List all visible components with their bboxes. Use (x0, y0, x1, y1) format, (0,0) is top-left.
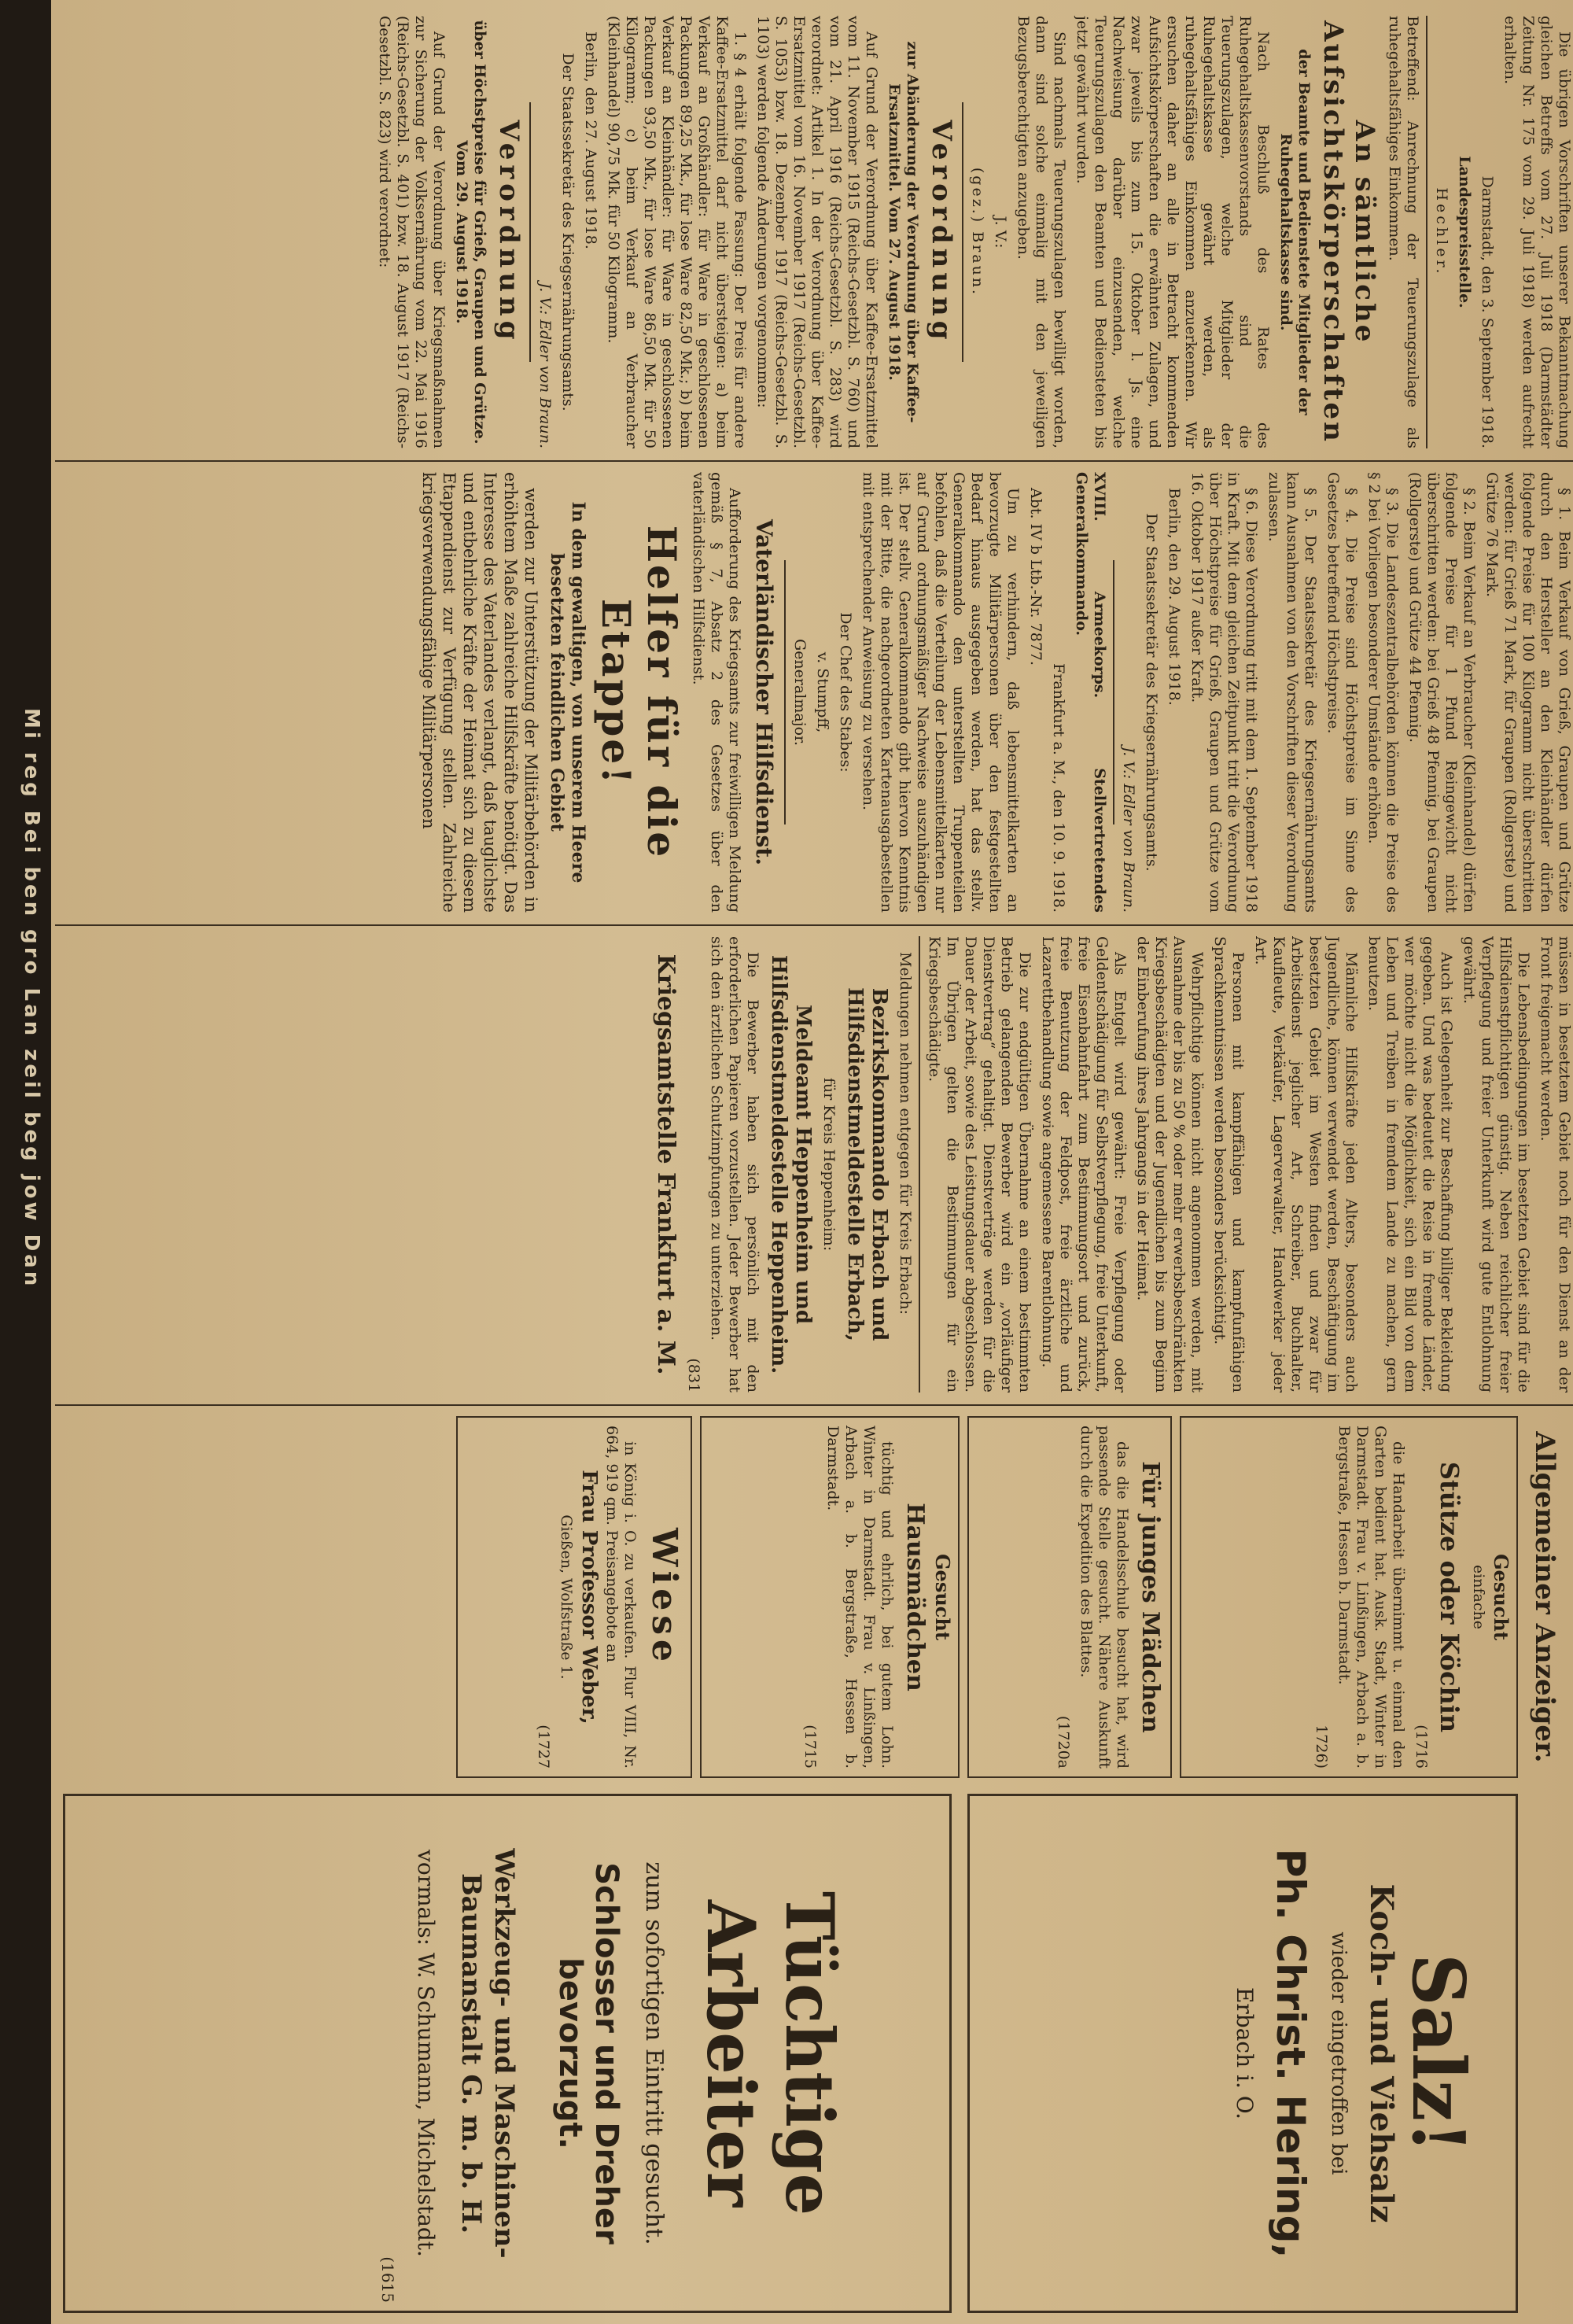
helfer-cont-8: Die zur endgültigen Übernahme an einem bestimmten Betrieb gelangenden Bewerber wird ein „vorläufiger Dienstvertrag“ gehaltigt. Dienstverträge werden für die Dauer der Arbeit, sowie des Leistungsdauer abgeschlossen. Im Übrigen gelten die Bestimmungen für ein Kriegsbeschädigte. (926, 936, 1033, 1393)
ad-arbeiter-vormals: vormals: W. Schumann, Michelstadt. (413, 1850, 439, 2257)
ad-wiese-title: Wiese (644, 1527, 684, 1667)
neighbor-page-fragment: Mi reg Bei ben gro Lan zeil beg jow Dan (20, 708, 43, 1289)
ad-hm-gesucht: Gesucht (931, 1554, 954, 1640)
divider (1426, 16, 1427, 448)
ad-stuetze (1180, 1416, 1518, 1778)
ad-arbeiter-sub2: Schlosser und Dreher bevorzugt. (552, 1862, 624, 2245)
ad-salz (967, 1794, 1518, 2313)
melde-kreis: für Kreis Heppenheim: (820, 1077, 838, 1252)
helfer-cont-2: Die Lebensbedingungen im besetzten Gebiet sind für die Hilfsdienstpflichtigen günstig. Neben reichlicher freier Verpflegung und freier Unterkunft wird gute Entlohnung gewährt. (1461, 936, 1532, 1393)
grieß-para-5: § 5. Der Staatssekretär des Kriegsernährungsamts kann Ausnahmen von den Vorschriften dieser Verordnung zulassen. (1265, 472, 1319, 913)
grieß-para-6: § 6. Diese Verordnung tritt mit dem 1. September 1918 in Kraft. Mit dem gleichen Zeitpunkt tritt die Verordnung über Höchstpreise für Grieß, Graupen und Grütze vom 16. Oktober 1917 außer Kraft. (1188, 472, 1260, 913)
ad-hm-title: Hausmädchen (901, 1503, 929, 1691)
gk-ref: Abt. IV b Ltb.-Nr. 7877. (1027, 488, 1044, 666)
verordnung-office: Der Staatssekretär des Kriegsernährungsamts. (559, 53, 577, 411)
ad-stuetze-title: Stütze oder Köchin (1435, 1461, 1464, 1733)
helfer-cont-5: Personen mit kampffähigen und kampfunfähigen Sprachkenntnissen werden besonders berücksichtigt. (1211, 936, 1247, 1393)
ad-salz-sub2: wieder eingetroffen bei (1327, 1931, 1350, 2175)
grieß-para-2: § 2. Beim Verkauf an Verbraucher (Kleinhandel) dürfen folgende Preise für 1 Pfund Reingewicht nicht überschritten werden: bei Grieß 48 Pfennig, bei Graupen (Rollgerste) und Grütze 44 Pfennig. (1406, 472, 1478, 913)
anzeiger-title: Allgemeiner Anzeiger. (1529, 1431, 1560, 1763)
ad-maedchen-title: Für junges Mädchen (1136, 1461, 1164, 1733)
divider (1113, 560, 1114, 824)
column-2 (55, 472, 1573, 913)
verordnung-signer: J. V.: Edler von Braun. (536, 282, 554, 448)
melde-erbach: Bezirkskommando Erbach und Hilfsdienstmeldestelle Erbach, (843, 987, 891, 1341)
verordnung2-body: Auf Grund der Verordnung über Kriegsmaßnahmen zur Sicherung der Volksernährung vom 22. Mai 1916 (Reichs-Gesetzbl. S. 401) bzw. 18. August 1917 (Reichs-Gesetzbl. S. 823) wird verordnet: (376, 16, 448, 448)
verordnung-title: Verordnung (926, 120, 957, 345)
ad-maedchen-num: (1720a (1055, 1715, 1072, 1769)
verordnung-list: 1. § 4 erhält folgende Fassung: Der Preis für andere Kaffee-Ersatzmittel darf nicht übersteigen: a) beim Verkauf an Großhändler: für Ware in geschlossenen Packungen 89,25 Mk., für lose Ware 82,50 Mk.; b) beim Verkauf an Kleinhändler: für Ware in geschlossenen Packungen 93,50 Mk., für lose Ware 86,50 Mk. für 50 Kilogramm; c) beim Verkauf an Verbraucher (Kleinhandel) 90,75 Mk. für 50 Kilogramm. (605, 16, 749, 448)
ad-stuetze-num2: 1726) (1313, 1725, 1330, 1769)
ad-arbeiter-num: (1615 (378, 2256, 397, 2303)
column-rule (55, 460, 1573, 462)
column-rule (55, 1404, 1573, 1406)
helfer-subtitle: In dem gewaltigen, von unserem Heere besetzten feindlichen Gebiet (547, 501, 588, 883)
helfer-cont-7: Als Entgelt wird gewährt: Freie Verpflegung oder Geldentschädigung für Selbstverpflegung, freie Unterkunft, freie Eisenbahnfahrt zum Bestimmungsort und zurück, freie Benutzung der Feldpost, freie ärztliche und Lazarettbehandlung sowie angemessene Barentlohnung. (1039, 936, 1129, 1393)
gk-heading: XVIII. Armeekorps. Stellvertretendes Generalkommando. (1073, 472, 1108, 913)
signer-name: Hechler. (1433, 187, 1450, 277)
divider (919, 936, 920, 1393)
melde-number: (831 (685, 1358, 702, 1393)
ad-maedchen-body: das die Handelsschule besucht hat, wird passende Stelle gesucht. Nähere Auskunft durch die Expedition des Blattes. (1078, 1426, 1131, 1769)
ad-hm-body: tüchtig und ehrlich, bei gutem Lohn. Winter in Darmstadt. Frau v. Linßingen, Arbach a. b. Bergstraße, Hessen b. Darmstadt. (824, 1426, 896, 1769)
divider (962, 102, 963, 362)
ad-wiese-addr: Gießen, Wolfstraße 1. (558, 1514, 575, 1680)
place-date: Darmstadt, den 3. September 1918. (1479, 175, 1496, 448)
gk-sign-2: v. Stumpff, (814, 651, 831, 733)
column-1 (55, 16, 1573, 448)
ad-arbeiter-title: Tüchtige Arbeiter (692, 1891, 849, 2216)
grieß-office: Der Staatssekretär des Kriegsernährungsamts. (1143, 513, 1160, 872)
divider (529, 102, 531, 362)
subheading-aufsicht: der Beamte und Bedienstete Mitglieder der Ruhegehaltskasse sind. (1277, 49, 1313, 415)
grieß-para-4: § 4. Die Preise sind Höchstpreise im Sinne des Gesetzes betreffend Höchstpreise. (1324, 472, 1360, 913)
office-name: Landespreisstelle. (1456, 156, 1473, 308)
gk-body: Um zu verhindern, daß lebensmittelkarten an bevorzugte Militärpersonen über den festgestellten Bedarf hinaus ausgegeben werden, hat das stellv. Generalkommando den unterstellten Truppenteilen befohlen, daß die Verteilung der Lebensmittelkarten nur auf Grund ordnungsmäßiger Nachweise auszuhändigen ist. Der stellv. Generalkommando gibt hiervon Kenntnis mit der Bitte, die nachgeordneten Kartenausgabestellen mit entsprechender Anweisung zu versehen. (860, 472, 1022, 913)
column-rule (55, 924, 1573, 926)
ad-hm-num: (1715 (801, 1725, 819, 1769)
gk-sign-1: Der Chef des Stabes: (837, 612, 854, 773)
helfer-cont-1: müssen in besetztem Gebiet noch für den Dienst an der Front freigemacht werden. (1538, 936, 1573, 1393)
verordnung-end: Berlin, den 27. August 1918. (582, 31, 599, 249)
ad-stuetze-gesucht: Gesucht (1490, 1554, 1512, 1640)
ad-stuetze-body: die Handarbeit übernimmt u. einmal den Garten bedient hat. Ausk. Stadt, Winter in Darmstadt. Frau v. Linßingen, Arbach a. b. Bergstraße, Hessen b. Darmstadt. (1335, 1426, 1407, 1769)
intro-text: Die übrigen Vorschriften unserer Bekanntmachung gleichen Betreffs vom 27. Juli 1918 (Darmstädter Zeitung Nr. 175 vom 29. Juli 1918) werden aufrecht erhalten. (1501, 16, 1573, 448)
helfer-cont-4: Männliche Hilfskräfte jeden Alters, besonders auch Jugendliche, können verwendet werden, Beschäftigung im besetzten Gebiet im Westen finden und zwar für Arbeitsdienst jeglicher Art, Schreiber, Buchhalter, Kaufleute, Verkäufer, Lagerverwalter, Handwerker jeder Art. (1252, 936, 1360, 1393)
helfer-headline: Helfer für die Etappe! (593, 525, 685, 860)
verordnung-body: Auf Grund der Verordnung über Kaffee-Ersatzmittel vom 11. November 1915 (Reichs-Gesetzbl. S. 760) und vom 21. April 1916 (Reichs-Gesetzbl. S. 283) wird verordnet: Artikel 1. In der Verordnung über Kaffee-Ersatzmittel vom 16. November 1917 (Reichs-Gesetzbl. S. 1053) bzw. 18. Dezember 1917 (Reichs-Gesetzbl. S. 1103) werden folgende Änderungen vorgenommen: (754, 16, 880, 448)
ad-wiese-name: Frau Professor Weber, (577, 1470, 601, 1725)
hilfsdienst-body: Aufforderung des Kriegsamts zur freiwilligen Meldung gemäß § 7, Absatz 2 des Gesetzes über den vaterländischen Hilfsdienst. (690, 472, 743, 913)
ad-stuetze-einfache: einfache (1470, 1564, 1487, 1630)
helfer-body: werden zur Unterstützung der Militärbehörden in erhöhtem Maße zahlreiche Hilfskräfte benötigt. Das Interesse des Vaterlandes verlangt, daß tauglichste und entbehrliche Kräfte der Heimat sich zu diesem Etappendienst zur Verfügung stellen. Zahlreiche kriegsverwendungsfähige Militärpersonen (419, 472, 540, 913)
verordnung-subtitle: zur Abänderung der Verordnung über Kaffee-Ersatzmittel. Vom 27. August 1918. (886, 41, 921, 423)
helfer-cont-3: Auch ist Gelegenheit zur Beschaffung billiger Bekleidung gegeben. Und was bedeutet die Reise in fremde Länder, wer möchte nicht die Möglichkeit, sich ein Bild von dem Leben und Treiben in fremdem Lande zu machen, gern benutzen. (1365, 936, 1455, 1393)
ad-arbeiter-firm: Werkzeug- und Maschinen-Baumanstalt G. m. b. H. (455, 1848, 520, 2259)
grieß-signer: J. V.: Edler von Braun. (1120, 747, 1137, 913)
gk-sign-3: Generalmajor. (791, 638, 809, 747)
ad-salz-firm: Ph. Christ. Hering, (1268, 1848, 1313, 2259)
divider (784, 560, 786, 824)
helfer-cont-6: Wehrpflichtige können nicht angenommen werden, mit Ausnahme der bis zu 50 % oder mehr erwerbsbeschränkten Kriegsbeschädigten und der Jugendlichen bis zum Beginn der Einberufung ihres Jahrgangs in der Heimat. (1134, 936, 1206, 1393)
ad-wiese (456, 1416, 692, 1778)
melde-body: Die Bewerber haben sich persönlich mit den erforderlichen Papieren vorzustellen. Jeder Bewerber hat sich den ärztlichen Schutzimpfungen zu unterziehen. (708, 936, 761, 1393)
sign-label: J. V.: (992, 216, 1009, 249)
grieß-date: Berlin, den 29. August 1918. (1166, 488, 1183, 706)
ad-wiese-num: (1727 (535, 1725, 552, 1769)
column-3 (55, 936, 1573, 1393)
melde-intro: Meldungen nehmen entgegen für Kreis Erbach: (897, 952, 914, 1315)
gk-date: Frankfurt a. M., den 10. 9. 1918. (1050, 663, 1067, 913)
hilfsdienst-title: Vaterländischer Hilfsdienst. (751, 518, 777, 865)
aufsicht-body-2: Sind nachmals Teuerungszulagen bewilligt worden, dann sind solche einmalig mit den jeweiligen Bezugsberechtigten anzugeben. (1015, 16, 1068, 448)
heading-aufsicht: An sämtliche Aufsichtskörperschaften (1317, 20, 1380, 444)
ad-stuetze-num: (1716 (1413, 1725, 1430, 1769)
grieß-para-1: § 1. Beim Verkauf von Grieß, Graupen und Grütze durch den Hersteller an den Kleinhändler dürfen folgende Preise für 100 Kilogramm nicht überschritten werden: für Grieß 71 Mark, für Graupen (Rollgerste) und Grütze 76 Mark. (1483, 472, 1573, 913)
ad-maedchen (967, 1416, 1172, 1778)
verordnung2-subtitle: über Höchstpreise für Grieß, Graupen und Grütze. Vom 29. August 1918. (453, 20, 488, 445)
betreff-text: Betreffend: Anrechnung der Teuerungszulage als ruhegehaltsfähiges Einkommen. (1386, 16, 1421, 448)
ad-hausmaedchen (700, 1416, 960, 1778)
verordnung2-title: Verordnung (493, 120, 525, 345)
aufsicht-body-1: Nach Beschluß des Rates des Ruhegehaltskassenvorstands sind die Teuerungszulagen, welche Mitglieder der Ruhegehaltskasse gewährt werden, als ruhegehaltsfähiges Einkommen anzuerkennen. Wir ersuchen daher an alle in Betracht kommenden Aufsichtskörperschaften die erwähnten Zulagen, und zwar jeweils bis zum 15. Oktober l. Js. eine Nachweisung darüber einzusenden, welche Teuerungszulagen den Beamten und Bediensteten bis jetzt gewährt wurden. (1074, 16, 1272, 448)
ad-arbeiter-sub1: zum sofortigen Eintritt gesucht. (640, 1861, 668, 2245)
anzeiger-column (55, 1416, 1573, 2321)
ad-salz-sub1: Koch- und Viehsalz (1363, 1883, 1400, 2223)
ad-wiese-body: in König i. O. zu verkaufen. Flur VIII, Nr. 664, 919 qm. Preisangebote an (603, 1426, 639, 1769)
ad-salz-city: Erbach i. O. (1232, 1986, 1258, 2120)
signer-2: (gez.) Braun. (969, 167, 986, 297)
ad-salz-title: Salz! (1396, 1953, 1481, 2153)
grieß-para-3: § 3. Die Landeszentralbehörden können die Preise des § 2 bei Vorliegen besonderer Umstände erhöhen. (1365, 472, 1401, 913)
melde-heppenheim: Meldeamt Heppenheim und Hilfsdienstmeldestelle Heppenheim. (767, 954, 815, 1374)
kriegsamt-stelle: Kriegsamtstelle Frankfurt a. M. (652, 954, 680, 1375)
ad-arbeiter (63, 1794, 952, 2313)
